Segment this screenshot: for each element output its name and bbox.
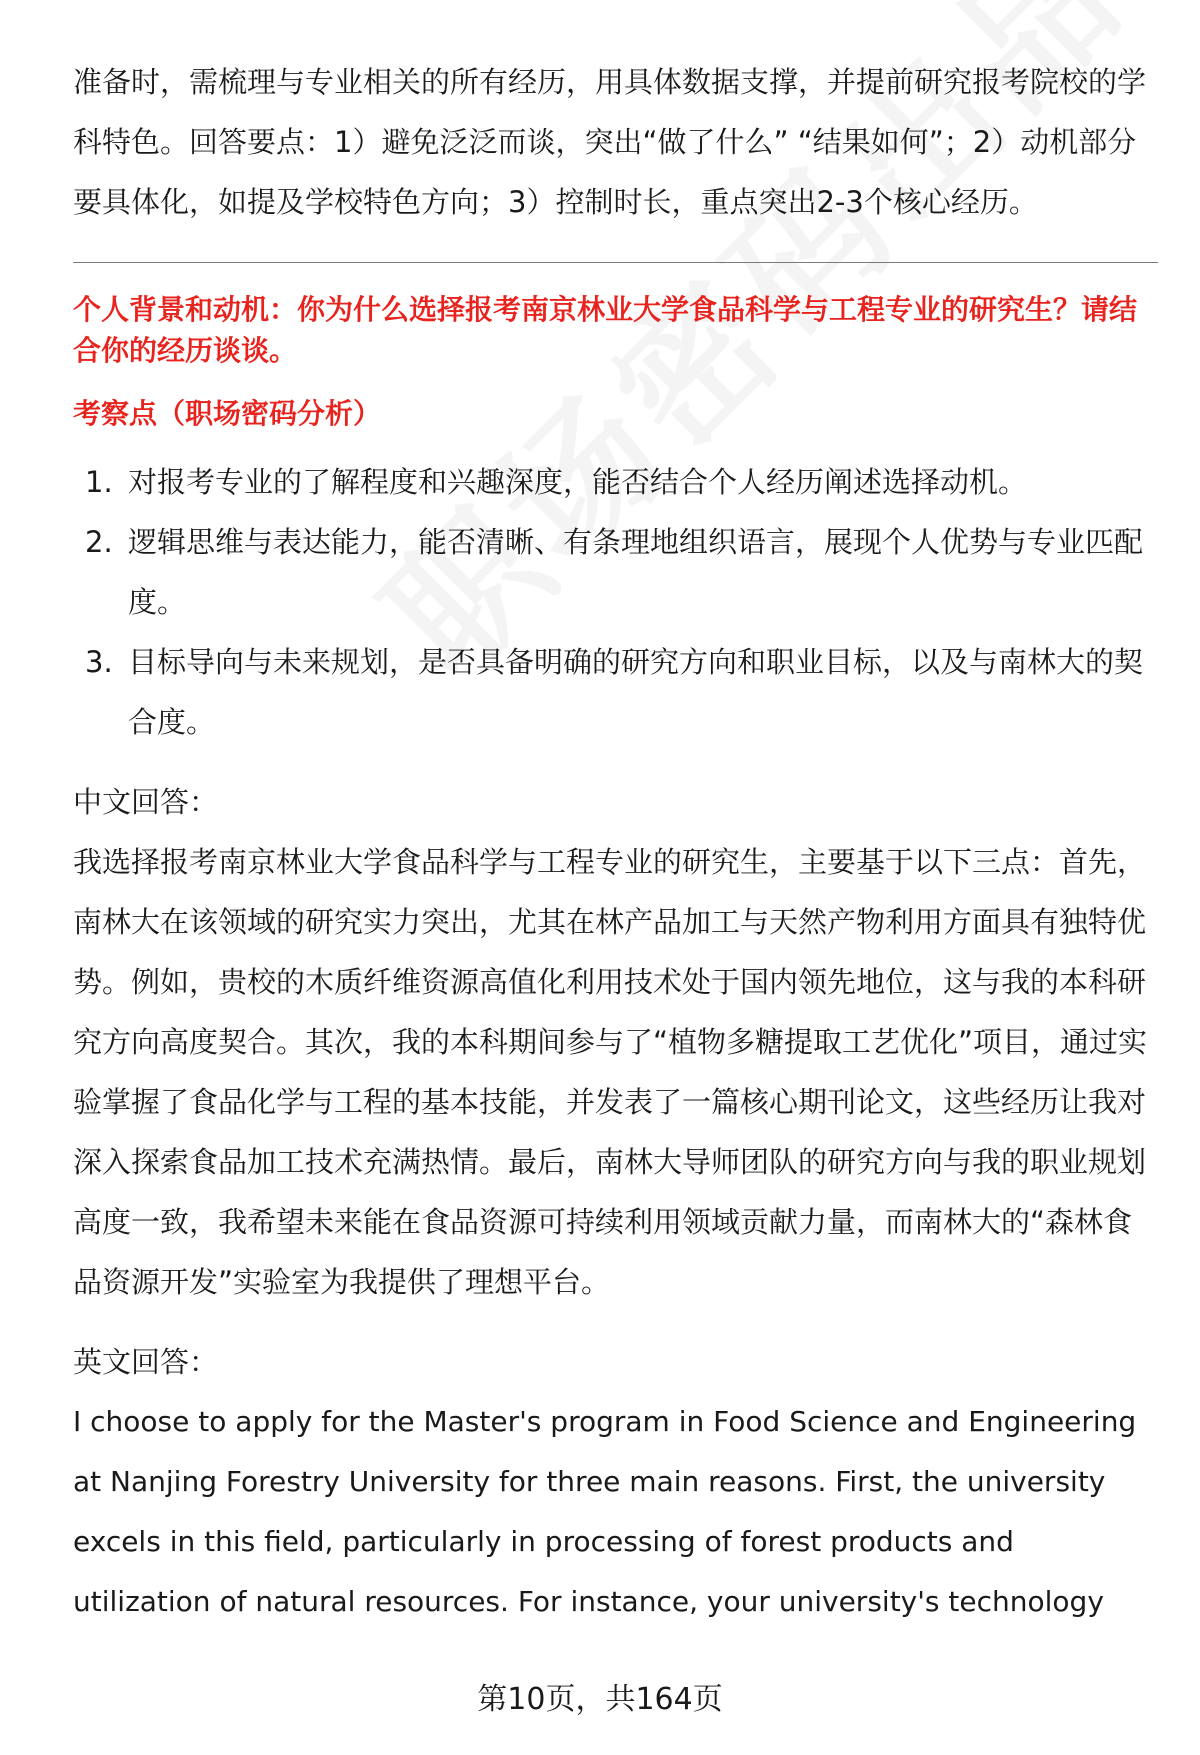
english-answer-label: 英文回答： [73,1345,219,1379]
english-answer-line: utilization of natural resources. For instance, your university's technology [73,1585,1104,1618]
assessment-heading: 考察点（职场密码分析） [73,397,382,430]
chinese-answer-text: 我选择报考南京林业大学食品科学与工程专业的研究生，主要基于以下三点：首先，南林大在该领域的研究实力突出，尤其在林产品加工与天然产物利用方面具有独特优势。例如，贵校的木质纤维资源高值化利用技术处于国内领先地位，这与我的本科研究方向高度契合。其次，我的本科期间参与了“植物多糖提取工艺优化”项目，通过实验掌握了食品化学与工程的基本技能，并发表了一篇核心期刊论文，这些经历让我对深入探索食品加工技术充满热情。最后，南林大导师团队的研究方向与我的职业规划高度一致，我希望未来能在食品资源可持续利用领域贡献力量，而南林大的“森林食品资源开发”实验室为我提供了理想平台。 [73,845,1148,1299]
question-heading: 个人背景和动机：你为什么选择报考南京林业大学食品科学与工程专业的研究生？请结合你的经历谈谈。 [73,293,1138,367]
list-item-number: 3. [85,645,113,679]
list-item-text: 逻辑思维与表达能力，能否清晰、有条理地组织语言，展现个人优势与专业匹配度。 [128,525,1144,619]
list-item-text: 目标导向与未来规划，是否具备明确的研究方向和职业目标，以及与南林大的契合度。 [128,645,1144,739]
chinese-answer-label: 中文回答： [73,785,219,819]
english-answer-line: excels in this field, particularly in processing of forest products and [73,1525,1014,1558]
list-item [73,512,1158,632]
list-item [73,452,1158,512]
english-answer-line: I choose to apply for the Master's program in Food Science and Engineering [73,1405,1137,1438]
english-answer-line: at Nanjing Forestry University for three main reasons. First, the university [73,1465,1106,1498]
section-divider [73,262,1158,263]
english-answer-text [73,1392,1158,1632]
assessment-points-list [73,452,1158,752]
list-item-text: 对报考专业的了解程度和兴趣深度，能否结合个人经历阐述选择动机。 [128,465,1028,499]
list-item-number: 1. [85,465,113,499]
document-page [73,52,1158,1632]
list-item [73,632,1158,752]
page-number: 第10页，共164页 [477,1682,723,1717]
list-item-number: 2. [85,525,113,559]
intro-paragraph: 准备时，需梳理与专业相关的所有经历，用具体数据支撑，并提前研究报考院校的学科特色。回答要点：1）避免泛泛而谈，突出“做了什么” “结果如何”；2）动机部分要具体化，如提及学校特色方向；3）控制时长，重点突出2-3个核心经历。 [73,65,1147,219]
